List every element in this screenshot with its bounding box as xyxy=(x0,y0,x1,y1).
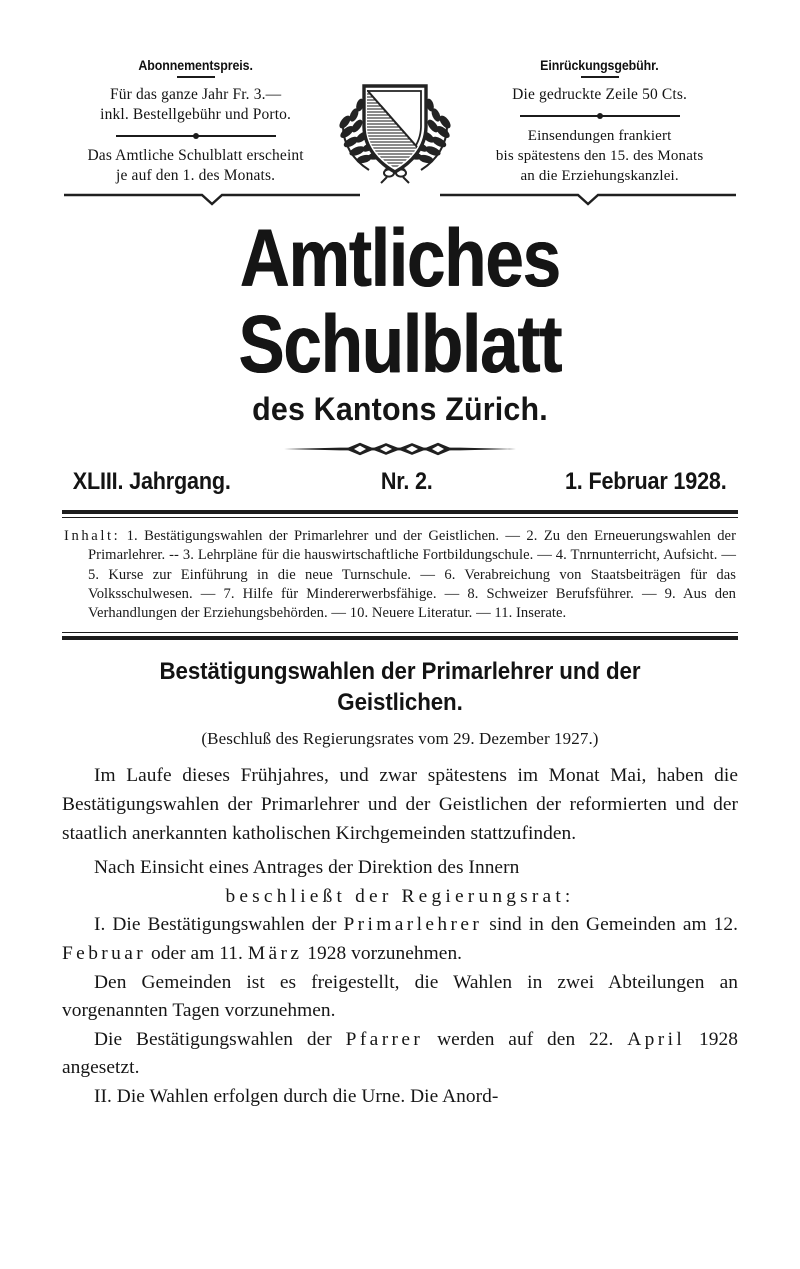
p4-segment-b: sind in den Gemeinden am 12. xyxy=(482,914,738,936)
publication-title: Amtliches Schulblatt xyxy=(238,213,562,390)
p4-emphasis-februar: Februar xyxy=(62,943,147,965)
dip-rule-left-icon xyxy=(62,192,362,208)
article-paragraph-2: Nach Einsicht eines Antrages der Direktion des Innern xyxy=(94,857,520,879)
short-rule-divider xyxy=(581,76,619,78)
subscription-price-line-2: inkl. Bestellgebühr und Porto. xyxy=(100,106,292,123)
zurich-coat-of-arms-icon xyxy=(329,60,461,186)
toc-body: 1. Bestätigungswahlen der Primarlehrer und der Geistlichen. — 2. Zu den Erneuerungswahlen der Primarlehrer. -- 3. Lehrpläne für die hauswirtschaftliche Fortbildungschule. — 4. Tnrnunterricht, Aufsicht. — 5. Kurse zur Einführung in die neue Turnschule. — 6. Verabreichung von Staatsbeiträgen für das Volksschulwesen. — 7. Hilfe für Mindererwerbsfähige. — 8. Schweizer Berufsführer. — 9. Aus den Verhandlungen der Erziehungsbehörden. — 10. Neuere Literatur. — 11. Inserate. xyxy=(88,528,736,622)
p4-emphasis-primarlehrer: Primarlehrer xyxy=(343,914,483,936)
masthead-info-row xyxy=(62,0,738,186)
advertising-fee-title: Einrückungsgebühr. xyxy=(540,58,659,73)
article-resolution-line: beschließt der Regierungsrat: xyxy=(225,885,575,907)
publication-frequency-line-1: Das Amtliche Schulblatt erscheint xyxy=(87,147,304,164)
submission-info-line-2: bis spätestens den 15. des Monats xyxy=(495,148,704,164)
advertising-fee-block xyxy=(461,58,738,186)
p4-segment-a: I. Die Bestätigungswahlen der xyxy=(94,914,344,936)
p4-segment-c: oder am 11. xyxy=(146,943,248,965)
toc-top-rule xyxy=(62,510,738,518)
p4-segment-d: 1928 vorzunehmen. xyxy=(302,943,463,965)
p6-emphasis-april: April xyxy=(627,1028,686,1050)
subscription-price-line-1: Für das ganze Jahr Fr. 3.— xyxy=(109,86,282,103)
publication-subtitle: des Kantons Zürich. xyxy=(252,391,548,427)
issue-volume: XLIII. Jahrgang. xyxy=(72,468,231,495)
diamond-ornament-icon xyxy=(280,440,520,458)
publication-frequency-line-2: je auf den 1. des Monats. xyxy=(116,167,276,184)
submission-info-line-1: Einsendungen frankiert xyxy=(527,128,672,144)
subscription-price-title: Abonnementspreis. xyxy=(138,58,253,73)
short-rule-divider xyxy=(177,76,215,78)
article-subtitle: (Beschluß des Regierungsrates vom 29. Dezember 1927.) xyxy=(201,729,599,749)
subscription-price-block xyxy=(62,58,329,186)
toc-label: Inhalt: xyxy=(64,528,121,544)
dip-rule-row xyxy=(62,192,738,208)
issue-line xyxy=(62,468,738,496)
p6-segment-c: 1928 angesetzt. xyxy=(62,1028,739,1079)
toc-bottom-rule xyxy=(62,632,738,640)
p4-emphasis-maerz: März xyxy=(247,943,303,965)
article-title-line-1: Bestätigungswahlen der Primarlehrer und der xyxy=(159,658,641,686)
p6-segment-a: Die Bestätigungswahlen der xyxy=(94,1028,346,1050)
advertising-fee-line-1: Die gedruckte Zeile 50 Cts. xyxy=(512,86,688,103)
article-paragraph-1: Im Laufe dieses Frühjahres, und zwar spätestens im Monat Mai, haben die Bestätigungswahlen der Primarlehrer und der Geistlichen der reformierten und der staatlich anerkannten katholischen Kirchgemeinden stattzufinden. xyxy=(62,765,738,844)
table-of-contents xyxy=(64,518,738,623)
dot-rule-divider xyxy=(520,111,680,120)
dot-rule-divider xyxy=(116,131,276,140)
p6-emphasis-pfarrer: Pfarrer xyxy=(345,1028,424,1050)
article xyxy=(62,640,738,1111)
article-paragraph-6 xyxy=(62,1026,738,1083)
article-paragraph-5: Den Gemeinden ist es freigestellt, die Wahlen in zwei Abteilungen an vorgenannten Tagen vorzunehmen. xyxy=(62,971,738,1022)
article-paragraph-4 xyxy=(62,911,738,968)
issue-number: Nr. 2. xyxy=(381,468,433,495)
p6-segment-b: werden auf den 22. xyxy=(423,1028,628,1050)
dip-rule-right-icon xyxy=(438,192,738,208)
submission-info-line-3: an die Erziehungskanzlei. xyxy=(520,168,679,184)
article-title-line-2: Geistlichen. xyxy=(337,689,463,717)
article-paragraph-7: II. Die Wahlen erfolgen durch die Urne. Die Anord- xyxy=(94,1086,499,1108)
issue-date: 1. Februar 1928. xyxy=(565,468,728,495)
